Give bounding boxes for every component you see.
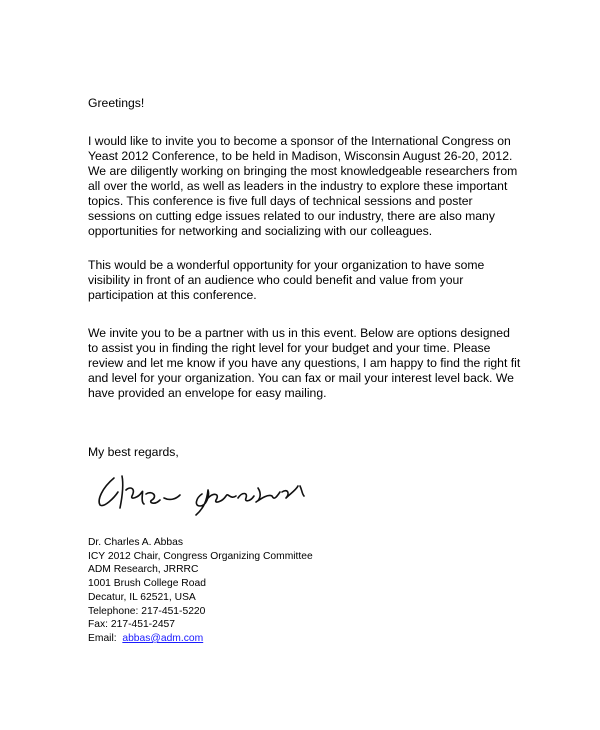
signer-name: Dr. Charles A. Abbas	[88, 537, 184, 548]
text-line: This would be a wonderful opportunity for your organization to have some	[88, 258, 485, 272]
address-line-1: 1001 Brush College Road	[88, 578, 206, 590]
telephone: Telephone: 217-451-5220	[88, 605, 206, 617]
text-line: I would like to invite you to become a sponsor of the International Congress on	[88, 134, 511, 148]
signature-block	[88, 536, 568, 646]
address-line-2: Decatur, IL 62521, USA	[88, 591, 196, 603]
email-row	[88, 632, 568, 646]
email-label: Email:	[88, 632, 117, 644]
signer-organization: ADM Research, JRRRC	[88, 564, 199, 576]
text-line: We invite you to be a partner with us in this event. Below are options designed	[88, 326, 510, 340]
signer-title: ICY 2012 Chair, Congress Organizing Committee	[88, 550, 313, 562]
closing: My best regards,	[88, 445, 179, 459]
fax: Fax: 217-451-2457	[88, 619, 176, 631]
text-line: and level for your organization. You can fax or mail your interest level back. We	[88, 371, 514, 385]
text-line: all over the world, as well as leaders in the industry to explore these important	[88, 179, 508, 193]
greeting: Greetings!	[88, 96, 145, 110]
email-link[interactable]: abbas@adm.com	[122, 632, 204, 644]
text-line: Yeast 2012 Conference, to be held in Madison, Wisconsin August 26-20, 2012.	[88, 149, 513, 163]
text-line: to assist you in finding the right level for your budget and your time. Please	[88, 341, 491, 355]
paragraph-opportunity	[88, 258, 568, 303]
text-line: review and let me know if you have any questions, I am happy to find the right fit	[88, 356, 521, 370]
paragraph-invitation	[88, 134, 568, 239]
paragraph-partnership	[88, 326, 568, 401]
text-line: topics. This conference is five full days of technical sessions and poster	[88, 194, 473, 208]
handwritten-signature	[92, 468, 332, 518]
text-line: opportunities for networking and socializing with our colleagues.	[88, 224, 433, 238]
text-line: participation at this conference.	[88, 288, 257, 302]
text-line: visibility in front of an audience who could benefit and value from your	[88, 273, 464, 287]
text-line: have provided an envelope for easy mailing.	[88, 386, 327, 400]
text-line: sessions on cutting edge issues related to our industry, there are also many	[88, 209, 495, 223]
text-line: We are diligently working on bringing the most knowledgeable researchers from	[88, 164, 518, 178]
